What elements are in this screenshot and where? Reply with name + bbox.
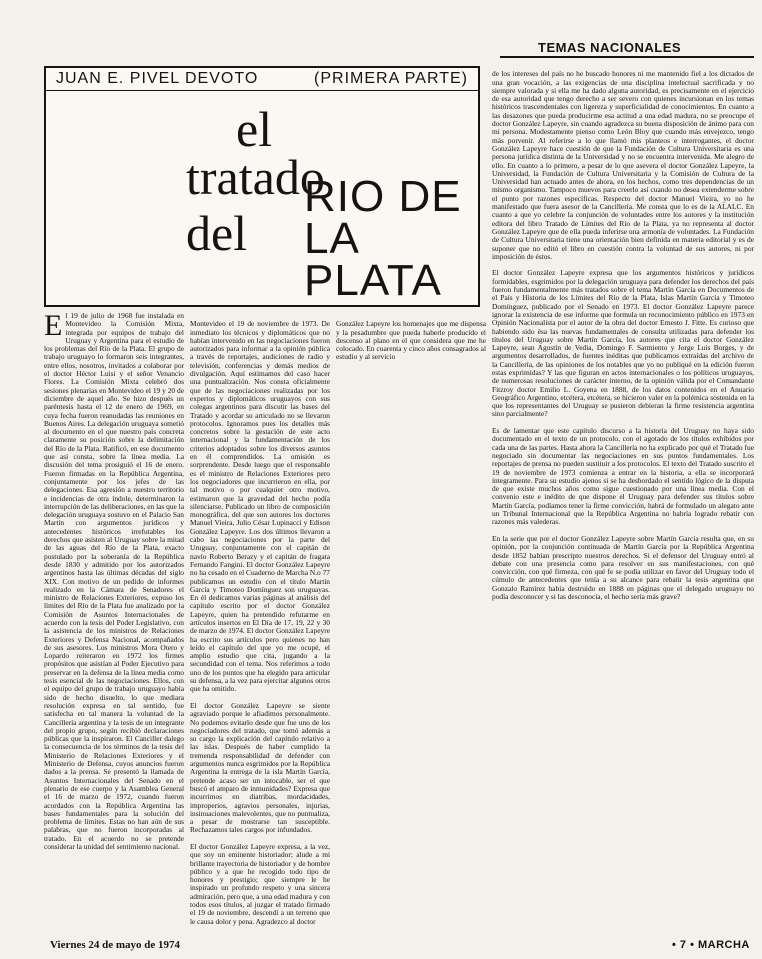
article-column-3: [336, 312, 486, 932]
section-label: TEMAS NACIONALES: [538, 40, 682, 55]
column-2-text: Montevideo el 19 de noviembre de 1973. De inmediato los técnicos y diplomáticos que no habían intervenido en las negociaciones fueron autorizados para informar a la opinión pública a través de reportajes, audiciones de radio y televisión, conferencias y demás medios de divulgación. Aquí estimamos del caso hacer una puntualización. Nos consta oficialmente que de las negociaciones realizadas por los expertos y diplomáticos uruguayos con sus colegas argentinos para discutir las bases del Tratado y acordar su articulado no se llevaron protocolos. Ignoramos pues los detalles más concretos sobre la gestación de este acto internacional y la fundamentación de los criterios adoptados sobre los diversos asuntos en él comprendidos. La omisión es sorprendente. Desde luego que el responsable es el ministro de Relaciones Exteriores pero los negociadores que incurrieron en ella, por tal motivo o por cualquier otro motivo, estimaron que la gravedad del hecho podía silenciarse. Publicado un libro de composición monográfica, del que son autores los doctores Manuel Vieira, Julio César Lupinacci y Edison González Lapeyre. Los dos últimos llevaron a cabo las negociaciones por la parte del Uruguay, conjuntamente con el capitán de navío Roberto Berazy y el capitán de fragata Fernando Fangini. El doctor González Lapeyre no ha cesado en el Cuaderno de Marcha N.o 77 publicamos un estudio con el título Martín García y Timoteo Domínguez son uruguayas. En él dedicamos varias páginas al análisis del capítulo escrito por el doctor González Lapeyre, quien ha pretendido refutarme en artículos insertos en El Día de 17, 19, 22 y 30 de marzo de 1974. El doctor González Lapeyre ha escrito sus artículos pero quienes no han leído el capítulo del que yo me ocupé, el amplio estudio que cita, jugando a la secundidad con el tema. Nos referimos a todo uno de los puntos que ha elegido para articular su defensa, a la vez para ejercitar algunos otros que ha omitido. El doctor González Lapeyre se siente agraviado porque le afiadimos personalmente. No podemos evitarlo desde que fue uno de los negociadores del tratado, que tomó además a su cargo la explicación del capítulo relativo a las islas. Después de haber cumplido la tremenda responsabilidad de defender con argumentos nunca esgrimidos por la República Argentina la entrega de la isla Martín García, pretende acaso ser un intocable, ser el que buscó el amparo de inmunidades? Expresa que incurrimos en diatribas, mordacidades, improperios, agravios personales, injurias, insinuaciones malevolentes, que no puntualiza, a pesar de mostrarse tan susceptible. Rechazamos tales cargos por infundados. El doctor González Lapeyre expresa, a la vez, que soy un eminente historiador; alude a mi brillante trayectoria de historiador y de hombre público y a que he recogido todo tipo de honores y prestigio; que siempre le he inspirado un profundo respeto y una sincera admiración, pero que, a una edad madura y con todos esos títulos, al juzgar el tratado firmado el 19 de noviembre, descendí a un terreno que le causa dolor y pena. Agradezco al doctor: [190, 319, 330, 926]
issue-date: Viernes 24 de mayo de 1974: [50, 939, 181, 951]
headline-el: el: [236, 101, 273, 157]
article-column-1: [44, 312, 184, 932]
byline: [46, 68, 478, 91]
part-label: (PRIMERA PARTE): [314, 70, 468, 87]
article-column-4: [492, 62, 754, 937]
author-name: JUAN E. PIVEL DEVOTO: [56, 70, 259, 87]
column-3-text: González Lapeyre los homenajes que me dispensa y la pesadumbre que pueda haberle producido el descenso al plano en el que considera que me he colocado. En cuarenta y cinco años consagrados al estudio y al servicio: [336, 319, 486, 362]
headline-del: del: [186, 205, 248, 261]
headline-main: RIO DE LA PLATA: [304, 172, 462, 305]
headline-box: [44, 66, 480, 307]
column-4-text: de los intereses del país no he buscado honores ni me mantenido fiel a los dictados de una gran vocación, a las exigencias de una disciplina intelectual sacrificada y no siempre valorada y si ella me ha dado alguna autoridad, es precisamente en el ejercicio de esa autoridad que tengo derecho a ser severo con quienes incursionan en los temas históricos trascendentales con ligereza y superficialidad de conocimientos. En cuanto a las desazones que pueda producirme esa actitud a una edad madura, no se preocupe el doctor González Lapeyre, sin cuando agradezca su buena disposición de ánimo para con mi persona. Modestamente pienso como León Bloy que cuando más envejezco, tengo más porvenir. Al referirse a lo que llamó mis planteos e interrogantes, el doctor González Lapeyre hace cuestión de que la Fundación de Cultura Universitaria es una persona jurídica distinta de la Universidad y no se encuentra intervenida. Me alegro de ello. En cuanto a lo primero, a pesar de lo que asevera el doctor González Lapeyre, la Universidad, la Fundación de Cultura Universitaria y la Comisión de Cultura de la Universidad han actuado antes de ahora, en los hechos, como tres dependencias de un mismo organismo. Tampoco muevos para creerlo así cuando no desea extenderme sobre el punto por razones específicas. Respecto del doctor Manuel Vieira, yo no he manifestado que fuera asesor de la Cancillería. Me consta que lo es de la ALALC. En cuanto a que yo celebre la conjunción de voluntades entre los autores y la institución editora del libro Tratado de Límites del Río de la Plata, ya no representa al doctor González Lapeyre que de ella pueda inferirse una armonía de voluntades. La Fundación de Cultura Universitaria tiene una orientación bien definida en materia editorial y es de suponer que no editó el libro en cuestión contra la voluntad de sus autores, ni por imposición de éstos. El doctor González Lapeyre expresa que los argumentos históricos y jurídicos formidables, esgrimidos por la delegación uruguaya para defender los derechos del país fueron fundamentalmente más tratados sobre el tema Martín García en Documentos de el País y Historia de los Límites del Río de la Plata, Islas Martín García y Timoteo Domínguez, publicado por el Senado en 1973. El doctor González Lapeyre parece ignorar la existencia de ese informe que formula un reconocimiento público en 1973 en Opinión Nacionalista por el autor de la obra del doctor Ernesto J. Fitte. Es curioso que habiendo sido ésa las nuevas fundamentales de consulta utilizadas para defender los títulos del Uruguay sobre Martín García, los autores que cita el doctor González Lapeyre, sean Agustín de Vedia, Domingo F. Sarmiento y Jorge Luis Borges, y de argumentos desarrollados, de fuentes inéditas que publicamos extraídas del archivo de la Cancillería, de las opiniones de los notables que yo no publiqué en la edición fueron estas exprimidas? Y las que figuran en actos internacionales o los políticos uruguayos, de numerosas resoluciones de carácter interno, de la opinión válida por el Comandante Fitzroy doctor Emilio L. Goyena en 1888, de los datos contenidos en el Anuario Geográfico Argentino, etcétera, etcétera, se hicieron valer en la polémica sostenida en la que los representantes del Uruguay se pusieron debieran la firme resistencia argentina sino parcialmente? Es de lamentar que este capítulo discurso a la historia del Uruguay no haya sido documentado en el texto de un protocolo, con el agotado de los títulos exhibidos por cada una de las partes. Hasta ahora la Cancillería no ha explicado por qué el Tratado fue negociado sin documentar las negociaciones en sus puntos fundamentales. Los reportajes de prensa no pueden sustituir a los protocolos. El texto del Tratado suscrito el 19 de noviembre de 1973 comienza a entrar en la historia, a ella se incorporará íntegramente. Para su estudio ajenos si se ha desbordado el sentido lógico de la disputa de que existe muchos años como sigue cuestionado por una línea media. Con el convenio este e inédito de que dispone el Uruguay para defender sus títulos sobre Martín García, podíamos tener la firme convicción, habrá de formulado un alegato ante un Tribunal Internacional que la República Argentina no habría logrado rebatir con razones más valederas. En la serie que por el doctor González Lapeyre sobre Martín García resulta que, en su opinión, por la conjunción continuada de Martín García por la República Argentina desde 1852 habían prescripto nuestros derechos. Si el defensor del Uruguay entró al debate con una presencia como para resolver en sus manifestaciones, con qué convicción, con qué firmeza, con qué fe se podía utilizar en favor del Uruguay todo el cúmulo de antecedentes que tenía a su alcance para rebatir la tesis argentina que Gonzalo Ramírez había destruido en 1888 en páginas que el delegado uruguayo no podía desconocer y si las desconocía, el hecho sería más grave?: [492, 69, 754, 601]
article-column-2: [190, 312, 330, 932]
headline-tratado: tratado: [186, 149, 325, 205]
page-number: • 7 • MARCHA: [672, 939, 750, 951]
column-1-text: l 19 de julio de 1968 fue instalada en Montevideo la Comisión Mixta, integrada por equipos de trabajo del Uruguay y Argentina para el estudio de los problemas del Río de la Plata. El grupo de trabajo uruguayo lo formaron seis integrantes, entre ellos, nosotros, invitados a colaborar por el doctor Héctor Luisi y el señor Venancio Flores. La Comisión Mixta celebró dos sesiones plenarias en Montevideo el 19 y 20 de diciembre de aquel año. Se hizo después un paréntesis hasta el 12 de enero de 1969, en cuya fecha fueron reanudadas las reuniones en Buenos Aires. La delegación uruguaya sometió al documento en el que nuestro país concreta claramente su posición sobre la delimitación del Río de la Plata. Ratificó, en ese documento que así consta, sobre la línea media. La discusión del tema prosiguió el 16 de enero. Fueron firmadas en la República Argentina, conjuntamente por los jefes de las delegaciones. Esa agresión a nuestro territorio e incidencias de otra índole, determinaron la interrupción de las deliberaciones, en las que la delegación uruguaya sostuvo en el Palacio San Martín con argumentos jurídicos y antecedentes históricos irrefutables los derechos que asisten al Uruguay sobre la mitad de las aguas del Río de la Plata, exacto postulado por la soberanía de la República desde 1830 y admitido por los autorizados argentinos hasta las últimas décadas del siglo XIX. Con motivo de un pedido de informes realizado en la Cámara de Senadores el ministro de Relaciones Exteriores, expuso los límites del Río de la Plata fue analizado por la Comisión de Asuntos Internacionales de acuerdo con la tesis del Poder Legislativo, con la asistencia de los ministros de Relaciones Exteriores y Defensa Nacional, acompañados de sus asesores. Los ministros Mora Otero y Lopardo reiteraron en 1972 los firmes propósitos que asistían al Poder Ejecutivo para preservar en la defensa de la línea media como tesis esencial de las negociaciones. Ellos, con el equipo del grupo de trabajo uruguayo había sido de hecho disuelto, lo que mediara resolución expresa en tal sentido, fue satisfecha en tal manera la voluntad de la Cancillería argentina y la tesis de un integrante del propio grupo, según recibió declaraciones públicas que la inspiraron. El Canciller dalego la consecuencia de los términos de la tesis del Ministerio de Relaciones Exteriores y el Ministerio de Defensa, cuyos anuncios fueron dados a la prensa. Se presentó la llamada de Asuntos Internacionales del Senado en el plenario de ese cuerpo y la Asamblea General el 16 de marzo de 1972, cuando fueron acordados con la República Argentina las bases fundamentales para la solución del problema de límites. Estas no han aún de sus palabras, que no fueron incorporadas al tratado. En el acuerdo no se pretende considerar la unidad del sentimiento nacional.: [44, 312, 184, 851]
section-rule: [500, 56, 754, 58]
drop-cap: E: [44, 312, 63, 342]
